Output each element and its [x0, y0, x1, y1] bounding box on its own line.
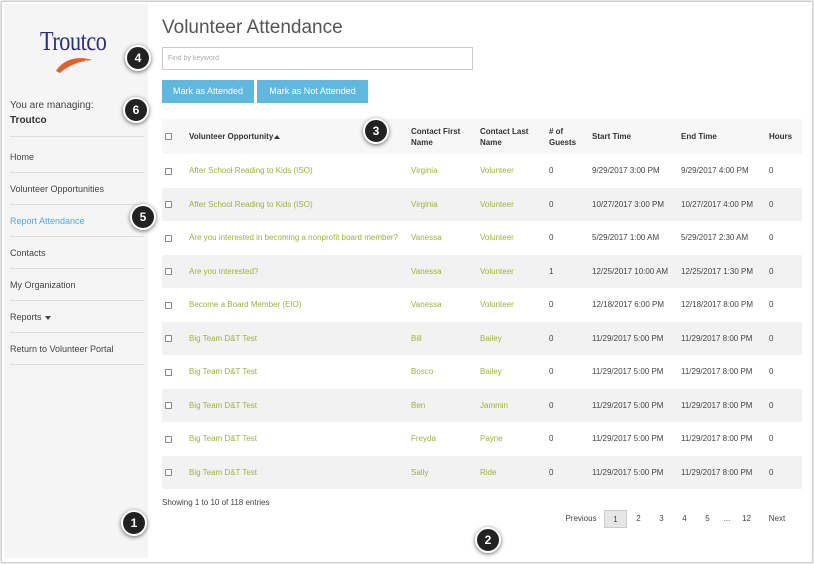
last-name-link[interactable]: Bailey: [477, 355, 546, 389]
hours-cell: 0: [766, 389, 802, 423]
table-info: Showing 1 to 10 of 118 entries: [162, 498, 270, 507]
end-time-cell: 11/29/2017 8:00 PM: [678, 422, 766, 456]
hours-cell: 0: [766, 422, 802, 456]
header-start-time[interactable]: Start Time: [589, 119, 678, 154]
managing-label: You are managing:: [10, 100, 94, 111]
start-time-cell: 9/29/2017 3:00 PM: [589, 154, 678, 188]
row-checkbox[interactable]: [165, 201, 172, 208]
opportunity-link[interactable]: Big Team D&T Test: [186, 322, 408, 356]
start-time-cell: 12/25/2017 10:00 AM: [589, 255, 678, 289]
first-name-link[interactable]: Vanessa: [408, 221, 477, 255]
header-hours[interactable]: Hours: [766, 119, 802, 154]
nav-home[interactable]: Home: [10, 141, 144, 173]
row-select-cell[interactable]: [162, 322, 186, 356]
hours-cell: 0: [766, 154, 802, 188]
table-row[interactable]: [162, 322, 802, 356]
logo-text: Troutco: [40, 26, 107, 56]
hours-cell: 0: [766, 288, 802, 322]
fish-swoosh-icon: [52, 54, 98, 76]
pagination-page[interactable]: 1: [604, 510, 627, 528]
pagination-previous[interactable]: Previous: [565, 514, 597, 523]
hours-cell: 0: [766, 255, 802, 289]
guests-cell: 0: [546, 221, 589, 255]
table-row[interactable]: [162, 456, 802, 490]
hours-cell: 0: [766, 221, 802, 255]
callout-marker: 5: [130, 204, 156, 230]
header-first-name[interactable]: Contact First Name: [408, 119, 477, 154]
attendance-table: [162, 119, 802, 489]
pagination-next[interactable]: Next: [768, 514, 786, 523]
guests-cell: 0: [546, 422, 589, 456]
opportunity-link[interactable]: Big Team D&T Test: [186, 355, 408, 389]
pagination-page[interactable]: 5: [705, 514, 710, 523]
row-checkbox[interactable]: [165, 369, 172, 376]
last-name-link[interactable]: Payne: [477, 422, 546, 456]
row-select-cell[interactable]: [162, 422, 186, 456]
table-row[interactable]: [162, 288, 802, 322]
last-name-link[interactable]: Volunteer: [477, 221, 546, 255]
start-time-cell: 11/29/2017 5:00 PM: [589, 389, 678, 423]
last-name-link[interactable]: Volunteer: [477, 255, 546, 289]
row-checkbox[interactable]: [165, 168, 172, 175]
pagination-ellipsis: ...: [723, 514, 731, 523]
nav-contacts[interactable]: Contacts: [10, 237, 144, 269]
table-row[interactable]: [162, 389, 802, 423]
header-select-all[interactable]: [162, 119, 186, 154]
hours-cell: 0: [766, 456, 802, 490]
mark-not-attended-button[interactable]: Mark as Not Attended: [257, 80, 368, 103]
sidebar-nav: [10, 141, 144, 365]
first-name-link[interactable]: Ben: [408, 389, 477, 423]
row-select-cell[interactable]: [162, 188, 186, 222]
last-name-link[interactable]: Jammin: [477, 389, 546, 423]
select-all-checkbox[interactable]: [165, 133, 172, 140]
start-time-cell: 11/29/2017 5:00 PM: [589, 456, 678, 490]
table-row[interactable]: [162, 355, 802, 389]
row-select-cell[interactable]: [162, 288, 186, 322]
mark-attended-button[interactable]: Mark as Attended: [162, 80, 254, 103]
guests-cell: 0: [546, 322, 589, 356]
nav-report-attendance[interactable]: Report Attendance: [10, 205, 144, 237]
end-time-cell: 11/29/2017 8:00 PM: [678, 322, 766, 356]
end-time-cell: 9/29/2017 4:00 PM: [678, 154, 766, 188]
nav-reports[interactable]: [10, 301, 144, 333]
row-checkbox[interactable]: [165, 402, 172, 409]
pagination-page[interactable]: 3: [659, 514, 664, 523]
main-content: [162, 0, 802, 564]
last-name-link[interactable]: Bailey: [477, 322, 546, 356]
first-name-link[interactable]: Virginia: [408, 188, 477, 222]
managing-org: Troutco: [10, 115, 47, 126]
last-name-link[interactable]: Volunteer: [477, 154, 546, 188]
first-name-link[interactable]: Bill: [408, 322, 477, 356]
page-title: Volunteer Attendance: [162, 17, 343, 38]
callout-marker: 4: [125, 45, 151, 71]
end-time-cell: 11/29/2017 8:00 PM: [678, 456, 766, 490]
opportunity-link[interactable]: Big Team D&T Test: [186, 389, 408, 423]
end-time-cell: 10/27/2017 4:00 PM: [678, 188, 766, 222]
table-row[interactable]: [162, 255, 802, 289]
header-end-time[interactable]: End Time: [678, 119, 766, 154]
first-name-link[interactable]: Sally: [408, 456, 477, 490]
pagination-page-last[interactable]: 12: [742, 514, 751, 523]
start-time-cell: 5/29/2017 1:00 AM: [589, 221, 678, 255]
guests-cell: 0: [546, 188, 589, 222]
start-time-cell: 11/29/2017 5:00 PM: [589, 322, 678, 356]
guests-cell: 0: [546, 389, 589, 423]
end-time-cell: 5/29/2017 2:30 AM: [678, 221, 766, 255]
nav-return-portal[interactable]: Return to Volunteer Portal: [10, 333, 144, 365]
last-name-link[interactable]: Volunteer: [477, 288, 546, 322]
end-time-cell: 11/29/2017 8:00 PM: [678, 389, 766, 423]
end-time-cell: 11/29/2017 8:00 PM: [678, 355, 766, 389]
nav-my-organization[interactable]: My Organization: [10, 269, 144, 301]
end-time-cell: 12/25/2017 1:30 PM: [678, 255, 766, 289]
start-time-cell: 11/29/2017 5:00 PM: [589, 355, 678, 389]
first-name-link[interactable]: Vanessa: [408, 255, 477, 289]
row-select-cell[interactable]: [162, 255, 186, 289]
callout-marker: 1: [121, 510, 147, 536]
opportunity-link[interactable]: Big Team D&T Test: [186, 456, 408, 490]
first-name-link[interactable]: Freyda: [408, 422, 477, 456]
search-input[interactable]: [162, 47, 473, 70]
header-opportunity-label: Volunteer Opportunity: [189, 132, 274, 141]
start-time-cell: 11/29/2017 5:00 PM: [589, 422, 678, 456]
start-time-cell: 12/18/2017 6:00 PM: [589, 288, 678, 322]
hours-cell: 0: [766, 322, 802, 356]
nav-volunteer-opportunities[interactable]: Volunteer Opportunities: [10, 173, 144, 205]
row-checkbox[interactable]: [165, 469, 172, 476]
row-checkbox[interactable]: [165, 335, 172, 342]
row-checkbox[interactable]: [165, 268, 172, 275]
end-time-cell: 12/18/2017 8:00 PM: [678, 288, 766, 322]
org-logo[interactable]: [40, 26, 120, 86]
opportunity-link[interactable]: After School Reading to Kids (ISO): [186, 188, 408, 222]
sidebar: [4, 4, 148, 558]
last-name-link[interactable]: Ride: [477, 456, 546, 490]
table-row[interactable]: [162, 221, 802, 255]
callout-marker: 3: [363, 118, 389, 144]
opportunity-link[interactable]: Big Team D&T Test: [186, 422, 408, 456]
last-name-link[interactable]: Volunteer: [477, 188, 546, 222]
row-select-cell[interactable]: [162, 389, 186, 423]
guests-cell: 0: [546, 154, 589, 188]
opportunity-link[interactable]: After School Reading to Kids (ISO): [186, 154, 408, 188]
guests-cell: 0: [546, 288, 589, 322]
row-select-cell[interactable]: [162, 456, 186, 490]
opportunity-link[interactable]: Are you interested?: [186, 255, 408, 289]
header-last-name[interactable]: Contact Last Name: [477, 119, 546, 154]
sort-asc-icon: [274, 135, 280, 139]
callout-marker: 6: [123, 97, 149, 123]
row-checkbox[interactable]: [165, 235, 172, 242]
header-guests[interactable]: # of Guests: [546, 119, 589, 154]
first-name-link[interactable]: Vanessa: [408, 288, 477, 322]
table-row[interactable]: [162, 188, 802, 222]
row-select-cell[interactable]: [162, 221, 186, 255]
table-row[interactable]: [162, 154, 802, 188]
guests-cell: 0: [546, 355, 589, 389]
table-header-row: [162, 119, 802, 154]
pagination: [558, 510, 796, 528]
callout-marker: 2: [475, 527, 501, 553]
first-name-link[interactable]: Bosco: [408, 355, 477, 389]
opportunity-link[interactable]: Are you interested in becoming a nonprofit board member?: [186, 221, 408, 255]
opportunity-link[interactable]: Become a Board Member (EIO): [186, 288, 408, 322]
start-time-cell: 10/27/2017 3:00 PM: [589, 188, 678, 222]
row-select-cell[interactable]: [162, 154, 186, 188]
hours-cell: 0: [766, 355, 802, 389]
pagination-page[interactable]: 4: [682, 514, 687, 523]
row-checkbox[interactable]: [165, 436, 172, 443]
first-name-link[interactable]: Virginia: [408, 154, 477, 188]
pagination-page[interactable]: 2: [636, 514, 641, 523]
table-row[interactable]: [162, 422, 802, 456]
hours-cell: 0: [766, 188, 802, 222]
caret-down-icon: [45, 316, 51, 320]
guests-cell: 1: [546, 255, 589, 289]
row-checkbox[interactable]: [165, 302, 172, 309]
guests-cell: 0: [546, 456, 589, 490]
row-select-cell[interactable]: [162, 355, 186, 389]
nav-reports-label: Reports: [10, 312, 42, 322]
